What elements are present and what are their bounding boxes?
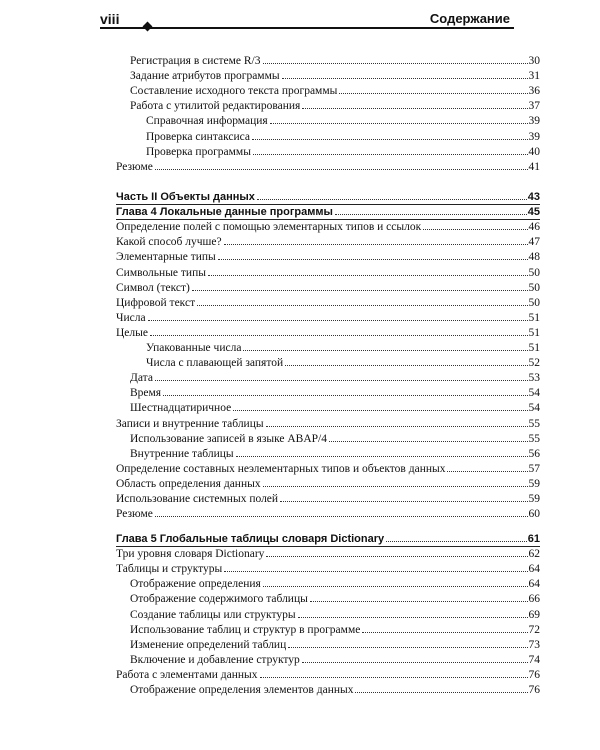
toc-entry-label: Регистрация в системе R/3 [130, 55, 261, 67]
toc-entry[interactable] [116, 417, 540, 432]
toc-leader-dots [155, 169, 528, 170]
toc-entry-label: Справочная информация [146, 115, 268, 128]
toc-entry[interactable] [130, 84, 540, 99]
toc-leader-dots [148, 320, 528, 321]
toc-entry[interactable] [130, 401, 540, 416]
section-divider [116, 204, 540, 205]
running-title: Содержание [429, 11, 510, 26]
toc-leader-dots [282, 78, 528, 79]
toc-entry-page: 54 [528, 387, 540, 400]
toc-leader-dots [355, 692, 527, 693]
toc-entry[interactable] [130, 577, 540, 592]
diamond-ornament-icon [143, 22, 153, 32]
toc-entry-page: 56 [528, 447, 540, 460]
toc-entry-page: 57 [528, 462, 540, 475]
toc-entry-page: 51 [528, 342, 540, 354]
toc-entry-page: 36 [528, 85, 540, 98]
toc-entry-label: Включение и добавление структур [130, 653, 300, 666]
toc-leader-dots [270, 123, 528, 124]
toc-leader-dots [386, 541, 527, 542]
toc-leader-dots [447, 471, 527, 472]
toc-leader-dots [362, 632, 527, 633]
toc-entry-page: 50 [528, 281, 540, 294]
toc-entry-page: 59 [528, 477, 540, 490]
toc-leader-dots [302, 108, 527, 109]
toc-entry-page: 76 [528, 668, 540, 681]
toc-entry[interactable] [130, 432, 540, 447]
toc-entry-label: Резюме [116, 160, 153, 173]
toc-entry-page: 37 [528, 100, 540, 113]
toc-entry-label: Задание атрибутов программы [130, 70, 280, 83]
toc-leader-dots [257, 199, 527, 200]
toc-entry[interactable] [116, 205, 540, 220]
toc-leader-dots [298, 617, 528, 618]
toc-entry-page: 55 [528, 432, 540, 445]
toc-leader-dots [197, 305, 527, 306]
toc-leader-dots [236, 456, 528, 457]
toc-entry-label: Целые [116, 326, 148, 339]
toc-entry-label: Элементарные типы [116, 251, 216, 264]
toc-entry[interactable] [116, 220, 540, 235]
toc-entry-label: Таблицы и структуры [116, 563, 223, 576]
toc-entry-label: Упакованные числа [146, 342, 242, 354]
toc-entry[interactable] [130, 638, 540, 653]
toc-entry-label: Отображение содержимого таблицы [130, 593, 308, 606]
toc-leader-dots [260, 677, 528, 678]
toc-entry[interactable] [130, 653, 540, 668]
toc-entry[interactable] [116, 311, 540, 326]
toc-entry[interactable] [130, 683, 540, 698]
toc-entry-label: Глава 4 Локальные данные программы [116, 206, 333, 219]
toc-entry-page: 53 [528, 372, 540, 385]
section-divider [116, 219, 540, 220]
toc-entry-page: 59 [528, 493, 540, 505]
toc-leader-dots [339, 93, 527, 94]
toc-entry[interactable] [116, 190, 540, 205]
toc-leader-dots [266, 556, 527, 557]
toc-entry-label: Числа с плавающей запятой [146, 357, 284, 370]
toc-entry-page: 41 [528, 160, 540, 173]
toc-entry-label: Какой способ лучше? [116, 236, 222, 249]
toc-entry[interactable] [116, 668, 540, 683]
toc-entry-label: Шестнадцатиричное [130, 402, 232, 415]
toc-entry[interactable] [130, 592, 540, 607]
toc-entry-label: Дата [130, 372, 153, 385]
toc-leader-dots [263, 63, 528, 64]
toc-leader-dots [288, 647, 527, 648]
toc-entry[interactable] [116, 562, 540, 577]
toc-entry-label: Определение полей с помощью элементарных типов и ссылок [116, 221, 422, 234]
toc-entry-label: Резюме [116, 508, 153, 521]
toc-leader-dots [243, 350, 527, 351]
toc-entry[interactable] [116, 281, 540, 296]
toc-leader-dots [329, 441, 528, 442]
toc-entry-page: 30 [528, 55, 540, 67]
toc-entry[interactable] [146, 341, 540, 356]
toc-entry-label: Цифровой текст [116, 296, 196, 309]
toc-entry-page: 69 [528, 608, 540, 621]
toc-entry[interactable] [116, 547, 540, 562]
page-header [0, 0, 600, 32]
toc-entry-page: 46 [528, 221, 540, 234]
toc-entry-page: 48 [528, 251, 540, 264]
toc-entry-page: 72 [528, 623, 540, 636]
toc-entry[interactable] [130, 623, 540, 638]
toc-entry-label: Записи и внутренние таблицы [116, 417, 264, 430]
toc-entry-page: 39 [528, 130, 540, 143]
toc-leader-dots [155, 380, 528, 381]
toc-entry[interactable] [116, 507, 540, 522]
toc-entry-label: Использование записей в языке ABAP/4 [130, 432, 327, 445]
toc-entry-page: 51 [528, 326, 540, 339]
toc-entry-page: 40 [528, 145, 540, 158]
toc-entry[interactable] [130, 99, 540, 114]
toc-leader-dots [302, 662, 528, 663]
toc-entry[interactable] [146, 114, 540, 129]
toc-entry-page: 64 [528, 563, 540, 576]
toc-entry-page: 61 [527, 533, 540, 545]
toc-leader-dots [423, 229, 527, 230]
toc-entry-label: Внутренние таблицы [130, 447, 234, 460]
toc-entry-label: Отображение определения элементов данных [130, 684, 354, 696]
toc-leader-dots [155, 516, 528, 517]
toc-entry-page: 31 [528, 70, 540, 83]
toc-entry-label: Проверка синтаксиса [146, 130, 251, 143]
toc-entry-label: Время [130, 387, 162, 400]
toc-leader-dots [208, 275, 528, 276]
toc-entry[interactable] [130, 371, 540, 386]
toc-entry-page: 74 [528, 653, 540, 666]
toc-leader-dots [233, 410, 527, 411]
toc-leader-dots [163, 395, 527, 396]
toc-entry-page: 54 [528, 402, 540, 415]
toc-entry-page: 73 [528, 638, 540, 651]
toc-entry-page: 66 [528, 593, 540, 606]
toc-entry-page: 51 [528, 311, 540, 324]
toc-entry-page: 39 [528, 115, 540, 128]
toc-entry-label: Изменение определений таблиц [130, 638, 287, 651]
toc-leader-dots [285, 365, 527, 366]
toc-leader-dots [218, 259, 528, 260]
toc-leader-dots [335, 214, 527, 215]
toc-entry[interactable] [116, 160, 540, 175]
toc-entry[interactable] [116, 266, 540, 281]
page-number: viii [100, 11, 120, 27]
toc-entry-page: 45 [527, 206, 540, 219]
toc-leader-dots [280, 501, 527, 502]
toc-entry-label: Работа с элементами данных [116, 668, 258, 681]
toc-entry[interactable] [130, 386, 540, 401]
toc-entry-label: Область определения данных [116, 477, 261, 490]
toc-entry-label: Три уровня словаря Dictionary [116, 548, 265, 561]
header-rule [100, 27, 514, 29]
toc-entry[interactable] [130, 608, 540, 623]
toc-entry-label: Символьные типы [116, 266, 206, 279]
toc-entry-label: Числа [116, 311, 146, 324]
toc-leader-dots [266, 426, 528, 427]
toc-entry[interactable] [130, 54, 540, 69]
toc-entry[interactable] [116, 462, 540, 477]
toc-entry[interactable] [146, 356, 540, 371]
section-divider [116, 546, 540, 547]
toc-entry-page: 43 [527, 191, 540, 203]
toc-entry-page: 50 [528, 266, 540, 279]
toc-leader-dots [150, 335, 528, 336]
toc-entry-page: 47 [528, 236, 540, 249]
toc-entry-page: 76 [528, 684, 540, 696]
toc-entry-page: 62 [528, 548, 540, 561]
toc-entry[interactable] [130, 69, 540, 84]
toc-leader-dots [224, 244, 528, 245]
toc-leader-dots [310, 601, 528, 602]
toc-leader-dots [263, 586, 528, 587]
toc-entry[interactable] [116, 250, 540, 265]
toc-entry-label: Работа с утилитой редактирования [130, 100, 301, 113]
toc-entry-page: 60 [528, 508, 540, 521]
toc-entry[interactable] [116, 492, 540, 507]
toc-entry[interactable] [116, 326, 540, 341]
toc-leader-dots [224, 571, 527, 572]
toc-entry-page: 64 [528, 578, 540, 591]
toc-entry[interactable] [146, 130, 540, 145]
toc-entry-page: 52 [528, 357, 540, 370]
toc-entry[interactable] [116, 235, 540, 250]
toc-leader-dots [253, 154, 528, 155]
toc-entry[interactable] [116, 532, 540, 547]
toc-entry-label: Использование таблиц и структур в программе [130, 623, 361, 636]
toc-entry[interactable] [116, 296, 540, 311]
toc-entry-label: Составление исходного текста программы [130, 85, 338, 98]
toc-entry-label: Определение составных неэлементарных типов и объектов данных [116, 462, 446, 475]
toc-entry-label: Часть II Объекты данных [116, 191, 255, 203]
toc-leader-dots [263, 486, 528, 487]
toc-leader-dots [192, 290, 528, 291]
toc-entry-label: Проверка программы [146, 145, 251, 158]
toc-entry-label: Глава 5 Глобальные таблицы словаря Dictionary [116, 533, 385, 545]
toc-leader-dots [252, 139, 527, 140]
toc-entry-page: 55 [528, 417, 540, 430]
toc-entry[interactable] [130, 447, 540, 462]
toc-entry-label: Создание таблицы или структуры [130, 608, 296, 621]
toc-entry[interactable] [116, 477, 540, 492]
toc-entry-label: Символ (текст) [116, 281, 190, 294]
toc-entry[interactable] [146, 145, 540, 160]
toc-entry-label: Использование системных полей [116, 493, 279, 505]
toc-entry-label: Отображение определения [130, 578, 261, 591]
toc-entry-page: 50 [528, 296, 540, 309]
